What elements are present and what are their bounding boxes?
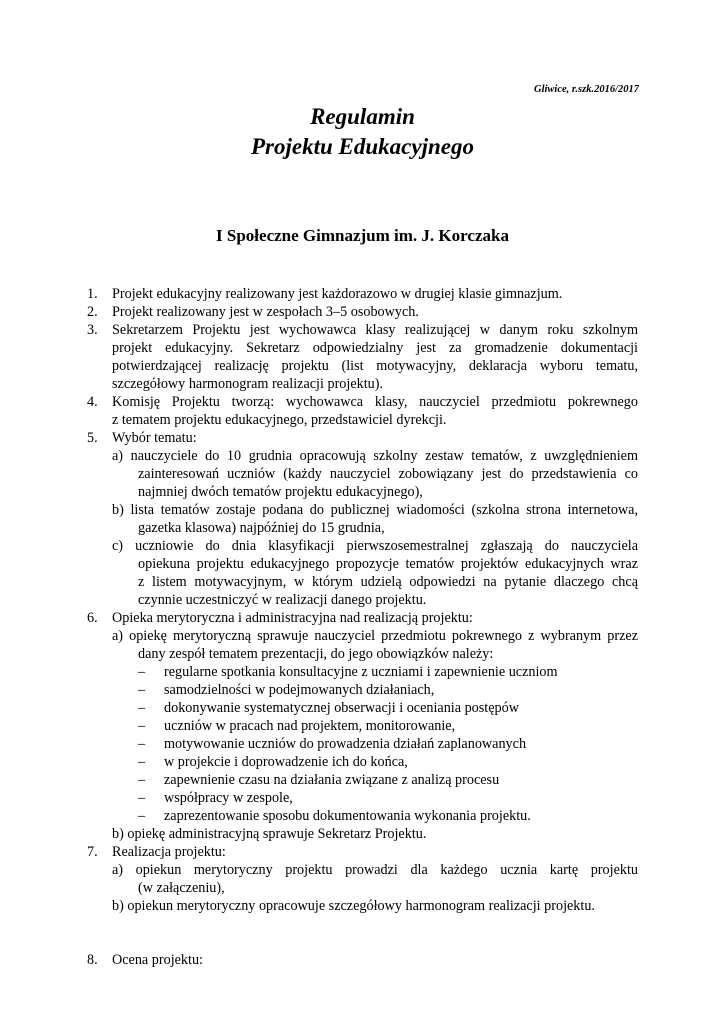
- item-text: czynnie uczestniczyć w realizacji danego projektu.: [138, 592, 427, 608]
- item-number: 7.: [87, 844, 98, 860]
- dash-item: [0, 789, 725, 807]
- text-line: [0, 573, 725, 591]
- item-text: zapewnienie czasu na działania związane z analizą procesu: [164, 772, 500, 788]
- item-text: potwierdzającej realizację projektu (list motywacyjny, deklaracja wyboru tematu,: [112, 358, 638, 374]
- item-text: współpracy w zespole,: [164, 790, 293, 806]
- item-text: projekt edukacyjny. Sekretarz odpowiedzialny jest za gromadzenie dokumentacji: [112, 340, 638, 356]
- sub-item-5c: [0, 537, 725, 555]
- dash-bullet: –: [138, 736, 146, 752]
- dash-bullet: –: [138, 664, 146, 680]
- dash-item: [0, 699, 725, 717]
- dash-bullet: –: [138, 772, 146, 788]
- sub-item-5b: [0, 501, 725, 519]
- list-item-4: [0, 393, 725, 411]
- place-and-date: Gliwice, r.szk.2016/2017: [533, 84, 639, 95]
- item-text: Realizacja projektu:: [112, 844, 226, 860]
- list-item-2: [0, 303, 725, 321]
- list-item-8: [0, 951, 725, 969]
- dash-item: [0, 735, 725, 753]
- item-text: b) lista tematów zostaje podana do publicznej wiadomości (szkolna strona internetowa,: [112, 502, 638, 518]
- text-line: [0, 879, 725, 897]
- text-line: [0, 465, 725, 483]
- item-number: 5.: [87, 430, 98, 446]
- school-name: I Społeczne Gimnazjum im. J. Korczaka: [216, 226, 509, 245]
- dash-item: [0, 663, 725, 681]
- sub-item-5a: [0, 447, 725, 465]
- item-text: a) opiekun merytoryczny projektu prowadzi dla każdego ucznia kartę projektu: [112, 862, 638, 878]
- dash-item: [0, 807, 725, 825]
- text-line: [0, 591, 725, 609]
- item-text: dokonywanie systematycznej obserwacji i oceniania postępów: [164, 700, 519, 716]
- item-text: Opieka merytoryczna i administracyjna nad realizacją projektu:: [112, 610, 473, 626]
- item-text: (w załączeniu),: [138, 880, 225, 896]
- item-number: 3.: [87, 322, 98, 338]
- item-text: uczniów w pracach nad projektem, monitorowanie,: [164, 718, 456, 734]
- item-number: 2.: [87, 304, 98, 320]
- text-line: [0, 357, 725, 375]
- item-text: najmniej dwóch tematów projektu edukacyjnego),: [138, 484, 423, 500]
- list-item-6: [0, 609, 725, 627]
- item-text: b) opiekę administracyjną sprawuje Sekretarz Projektu.: [112, 826, 427, 842]
- item-text: samodzielności w podejmowanych działaniach,: [164, 682, 435, 698]
- dash-bullet: –: [138, 808, 146, 824]
- item-text: gazetka klasowa) najpóźniej do 15 grudnia,: [138, 520, 385, 536]
- sub-item-7a: [0, 861, 725, 879]
- item-number: 6.: [87, 610, 98, 626]
- text-line: [0, 339, 725, 357]
- item-text: Wybór tematu:: [112, 430, 197, 446]
- dash-bullet: –: [138, 700, 146, 716]
- item-text: Ocena projektu:: [112, 952, 203, 968]
- item-text: a) opiekę merytoryczną sprawuje nauczyciel przedmiotu pokrewnego z wybranym przez: [112, 628, 638, 644]
- item-text: Komisję Projektu tworzą: wychowawca klasy, nauczyciel przedmiotu pokrewnego: [112, 394, 638, 410]
- item-number: 1.: [87, 286, 98, 302]
- dash-item: [0, 681, 725, 699]
- item-number: 8.: [87, 952, 98, 968]
- item-text: zainteresowań uczniów (każdy nauczyciel zobowiązany jest do przedstawienia co: [138, 466, 638, 482]
- sub-item-6b: [0, 825, 725, 843]
- dash-bullet: –: [138, 754, 146, 770]
- dash-item: [0, 771, 725, 789]
- item-text: szczegółowy harmonogram realizacji projektu).: [112, 376, 384, 392]
- item-text: z tematem projektu edukacyjnego, przedstawiciel dyrekcji.: [112, 412, 447, 428]
- list-item-1: [0, 285, 725, 303]
- text-line: [0, 411, 725, 429]
- item-text: zaprezentowanie sposobu dokumentowania wykonania projektu.: [164, 808, 531, 824]
- item-text: opiekuna projektu edukacyjnego propozycje tematów projektów edukacyjnych wraz: [138, 556, 638, 572]
- sub-item-7b: [0, 897, 725, 915]
- item-text: w projekcie i doprowadzenie ich do końca,: [164, 754, 408, 770]
- item-text: motywowanie uczniów do prowadzenia działań zaplanowanych: [164, 736, 527, 752]
- dash-item: [0, 753, 725, 771]
- item-text: dany zespół tematem prezentacji, do jego obowiązków należy:: [138, 646, 494, 662]
- item-text: regularne spotkania konsultacyjne z uczniami i zapewnienie uczniom: [164, 664, 558, 680]
- text-line: [0, 483, 725, 501]
- text-line: [0, 375, 725, 393]
- item-text: a) nauczyciele do 10 grudnia opracowują szkolny zestaw tematów, z uwzględnieniem: [112, 448, 638, 464]
- dash-bullet: –: [138, 718, 146, 734]
- dash-bullet: –: [138, 682, 146, 698]
- sub-item-6a: [0, 627, 725, 645]
- item-number: 4.: [87, 394, 98, 410]
- item-text: b) opiekun merytoryczny opracowuje szczegółowy harmonogram realizacji projektu.: [112, 898, 595, 914]
- list-item-3: [0, 321, 725, 339]
- document-title: Regulamin: [310, 104, 415, 129]
- document-subtitle: Projektu Edukacyjnego: [251, 134, 474, 159]
- dash-item: [0, 717, 725, 735]
- item-text: c) uczniowie do dnia klasyfikacji pierwszosemestralnej zgłaszają do nauczyciela: [112, 538, 638, 554]
- text-line: [0, 645, 725, 663]
- text-line: [0, 519, 725, 537]
- list-item-5: [0, 429, 725, 447]
- item-text: Sekretarzem Projektu jest wychowawca klasy realizującej w danym roku szkolnym: [112, 322, 638, 338]
- list-item-7: [0, 843, 725, 861]
- text-line: [0, 555, 725, 573]
- item-text: Projekt edukacyjny realizowany jest każdorazowo w drugiej klasie gimnazjum.: [112, 286, 563, 302]
- item-text: z listem motywacyjnym, w którym udzielą odpowiedzi na pytanie dlaczego chcą: [138, 574, 638, 590]
- item-text: Projekt realizowany jest w zespołach 3–5 osobowych.: [112, 304, 419, 320]
- dash-bullet: –: [138, 790, 146, 806]
